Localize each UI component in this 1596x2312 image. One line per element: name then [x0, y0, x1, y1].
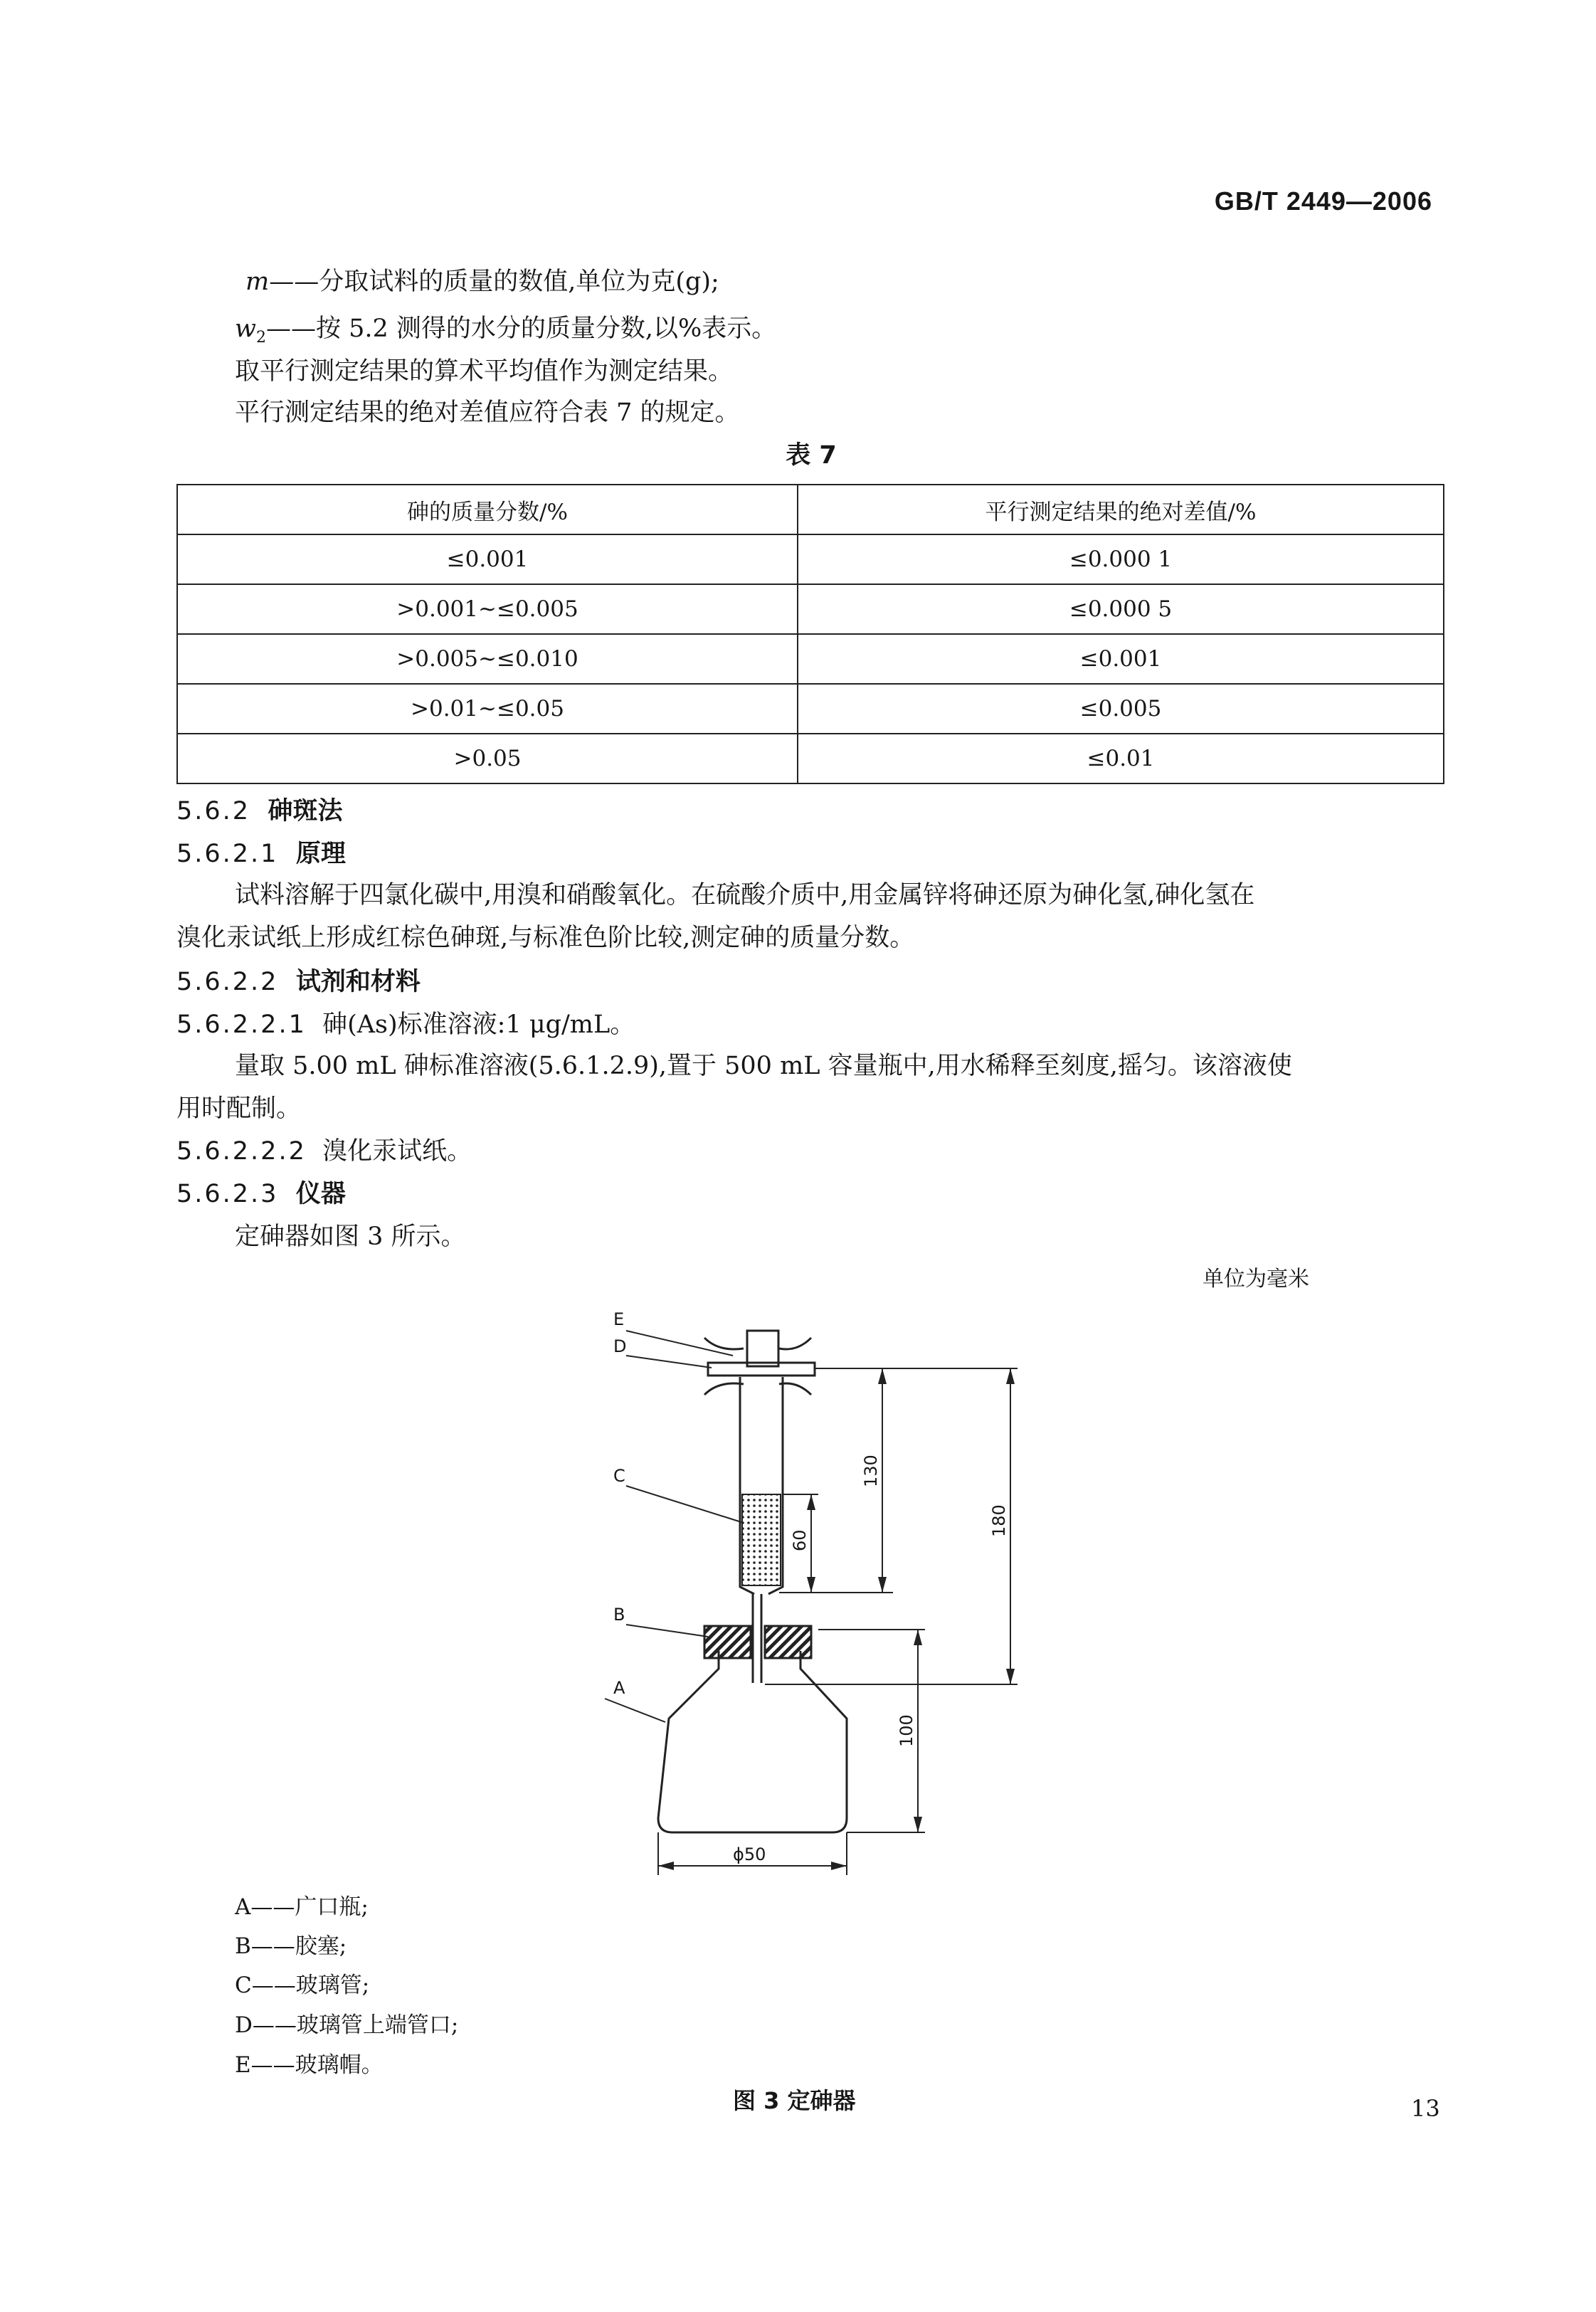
packing-material — [742, 1494, 781, 1585]
leader-e — [626, 1331, 733, 1356]
table-header-cell: 平行测定结果的绝对差值/% — [798, 485, 1444, 534]
section-number: 5.6.2.2.2 — [176, 1137, 307, 1166]
dim-label-100: 100 — [897, 1714, 916, 1747]
label-d: D — [613, 1336, 627, 1356]
page-number: 13 — [1411, 2095, 1440, 2122]
units-note: 单位为毫米 — [1203, 1267, 1309, 1292]
label-a: A — [613, 1678, 625, 1698]
table-cell: >0.05 — [177, 734, 798, 783]
var-w2-subscript: 2 — [255, 329, 266, 347]
section-number: 5.6.2.2 — [176, 968, 279, 996]
cap-clip-right-lower — [779, 1383, 811, 1395]
paragraph-table-ref: 平行测定结果的绝对差值应符合表 7 的规定。 — [235, 398, 740, 427]
section-title: 试剂和材料 — [295, 968, 421, 996]
section-number: 5.6.2.1 — [176, 840, 279, 868]
var-w2-symbol: w — [235, 315, 256, 343]
cap-clip-left — [704, 1338, 744, 1349]
principle-line-1: 试料溶解于四氯化碳中,用溴和硝酸氧化。在硫酸介质中,用金属锌将砷还原为砷化氢,砷化氢在 — [235, 881, 1255, 909]
table-cell: ≤0.01 — [798, 734, 1444, 783]
section-number: 5.6.2.2.1 — [176, 1010, 307, 1039]
label-c: C — [613, 1466, 625, 1486]
var-m-desc: ——分取试料的质量的数值,单位为克(g); — [269, 268, 719, 296]
prep-line-1: 量取 5.00 mL 砷标准溶液(5.6.1.2.9),置于 500 mL 容量瓶中,用水稀释至刻度,摇匀。该溶液使 — [235, 1052, 1292, 1080]
legend-a: A——广口瓶; — [235, 1894, 369, 1920]
legend-c: C——玻璃管; — [235, 1973, 370, 1998]
section-number: 5.6.2.3 — [176, 1180, 279, 1208]
cap-clip-left-lower — [704, 1383, 744, 1395]
table-cell: ≤0.001 — [798, 634, 1444, 684]
item-text: 砷(As)标准溶液:1 μg/mL。 — [322, 1010, 635, 1039]
var-w2-desc: ——按 5.2 测得的水分的质量分数,以%表示。 — [265, 315, 777, 343]
leader-d — [626, 1356, 712, 1368]
legend-d: D——玻璃管上端管口; — [235, 2012, 459, 2038]
table-header-cell: 砷的质量分数/% — [177, 485, 798, 534]
table-cell: ≤0.001 — [177, 534, 798, 584]
paragraph-average: 取平行测定结果的算术平均值作为测定结果。 — [235, 357, 734, 386]
dim-label-60: 60 — [790, 1529, 810, 1551]
item-text: 溴化汞试纸。 — [322, 1137, 472, 1166]
table-cell: >0.001~≤0.005 — [177, 584, 798, 634]
section-title: 砷斑法 — [268, 797, 343, 825]
label-e: E — [613, 1309, 625, 1329]
var-m-symbol: m — [245, 268, 270, 296]
capillary-tube — [753, 1594, 761, 1683]
dim-label-diameter: ϕ50 — [733, 1844, 766, 1864]
dim-label-130: 130 — [861, 1455, 881, 1487]
rubber-stopper-right — [765, 1626, 811, 1658]
leader-b — [626, 1625, 708, 1637]
cap-clip-right — [779, 1338, 811, 1349]
tube-top-outline — [747, 1331, 778, 1366]
legend-b: B——胶塞; — [235, 1933, 347, 1959]
figure-caption: 图 3 定砷器 — [733, 2087, 856, 2114]
label-b: B — [613, 1605, 625, 1625]
dim-label-180: 180 — [989, 1504, 1009, 1537]
section-title: 仪器 — [295, 1180, 346, 1208]
tube-top-plate — [708, 1363, 815, 1376]
section-title: 原理 — [295, 840, 346, 868]
table-cell: ≤0.000 5 — [798, 584, 1444, 634]
leader-a — [605, 1699, 665, 1722]
table-title: 表 7 — [786, 441, 837, 470]
instrument-intro: 定砷器如图 3 所示。 — [235, 1223, 466, 1251]
prep-line-2: 用时配制。 — [176, 1094, 302, 1123]
table-cell: ≤0.005 — [798, 684, 1444, 734]
principle-line-2: 溴化汞试纸上形成红棕色砷斑,与标准色阶比较,测定砷的质量分数。 — [176, 924, 915, 952]
section-number: 5.6.2 — [176, 797, 251, 825]
legend-e: E——玻璃帽。 — [235, 2052, 384, 2078]
table-cell: >0.01~≤0.05 — [177, 684, 798, 734]
table-cell: >0.005~≤0.010 — [177, 634, 798, 684]
rubber-stopper-left — [704, 1626, 751, 1658]
table-cell: ≤0.000 1 — [798, 534, 1444, 584]
leader-c — [626, 1486, 744, 1523]
standard-number: GB/T 2449—2006 — [1214, 186, 1432, 216]
